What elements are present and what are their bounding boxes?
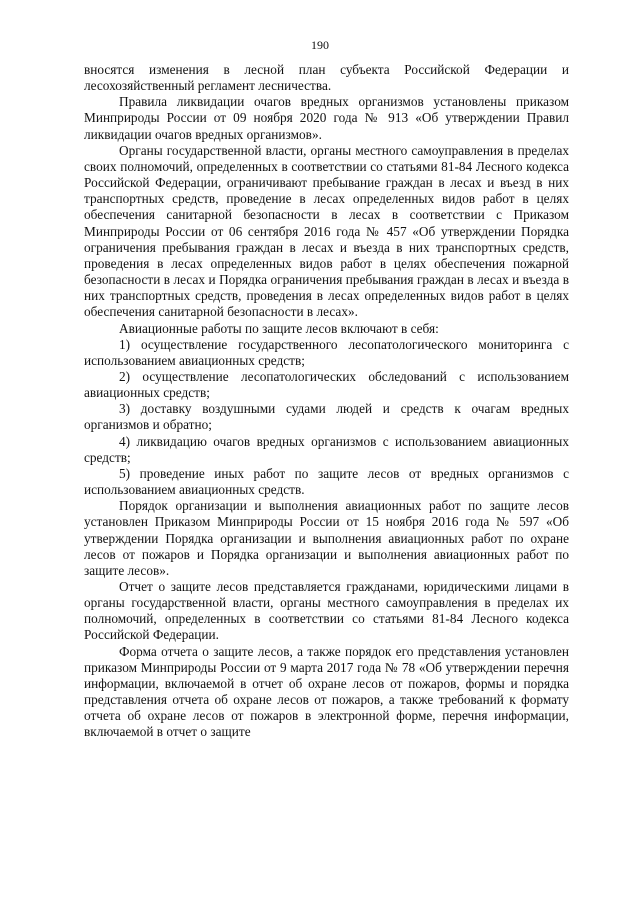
paragraph: Авиационные работы по защите лесов включают в себя: — [119, 320, 439, 336]
document-body — [84, 62, 569, 741]
paragraph: Порядок организации и выполнения авиационных работ по защите лесов установлен Приказом Минприроды России от 15 ноября 2016 года № 597 «Об утверждении Порядка организации и выполнения авиационных работ по охране лесов от пожаров и Порядка организации и выполнения авиационных работ по защите лесов». — [84, 498, 569, 578]
paragraph: Форма отчета о защите лесов, а также порядок его представления установлен приказом Минприроды России от 9 марта 2017 года № 78 «Об утверждении перечня информации, включаемой в отчет об охране лесов от пожаров, формы и порядка представления отчета об охране лесов от пожаров, а также требований к формату отчета об охране лесов от пожаров в электронной форме, перечня информации, включаемой в отчет о защите — [84, 643, 569, 740]
list-item: 1) осуществление государственного лесопатологического мониторинга с использованием авиационных средств; — [84, 336, 569, 368]
page-number: 190 — [311, 38, 329, 52]
paragraph: Правила ликвидации очагов вредных организмов установлены приказом Минприроды России от 09 ноября 2020 года № 913 «Об утверждении Правил ликвидации очагов вредных организмов». — [84, 94, 569, 142]
paragraph: Органы государственной власти, органы местного самоуправления в пределах своих полномочий, определенных в соответствии со статьями 81-84 Лесного кодекса Российской Федерации, ограничивают пребывание граждан в лесах и въезд в них транспортных средств, проведение в лесах определенных видов работ в целях обеспечения санитарной безопасности в лесах в соответствии с Приказом Минприроды России от 06 сентября 2016 года № 457 «Об утверждении Порядка ограничения пребывания граждан в лесах и въезда в них транспортных средств, проведения в лесах определенных видов работ в целях обеспечения пожарной безопасности в лесах и Порядка ограничения пребывания граждан в лесах и въезда в них транспортных средств, проведения в лесах определенных видов работ в целях обеспечения санитарной безопасности в лесах». — [84, 142, 569, 320]
list-item: 2) осуществление лесопатологических обследований с использованием авиационных средств; — [84, 368, 569, 401]
paragraph: вносятся изменения в лесной план субъекта Российской Федерации и лесохозяйственный регламент лесничества. — [84, 62, 569, 94]
paragraph: Отчет о защите лесов представляется гражданами, юридическими лицами в органы государственной власти, органы местного самоуправления в пределах их полномочий, определенных в соответствии со статьями 81-84 Лесного кодекса Российской Федерации. — [84, 579, 569, 643]
list-item: 4) ликвидацию очагов вредных организмов с использованием авиационных средств; — [84, 433, 569, 465]
list-item: 3) доставку воздушными судами людей и средств к очагам вредных организмов и обратно; — [84, 401, 569, 433]
list-item: 5) проведение иных работ по защите лесов от вредных организмов с использованием авиационных средств. — [84, 465, 569, 498]
